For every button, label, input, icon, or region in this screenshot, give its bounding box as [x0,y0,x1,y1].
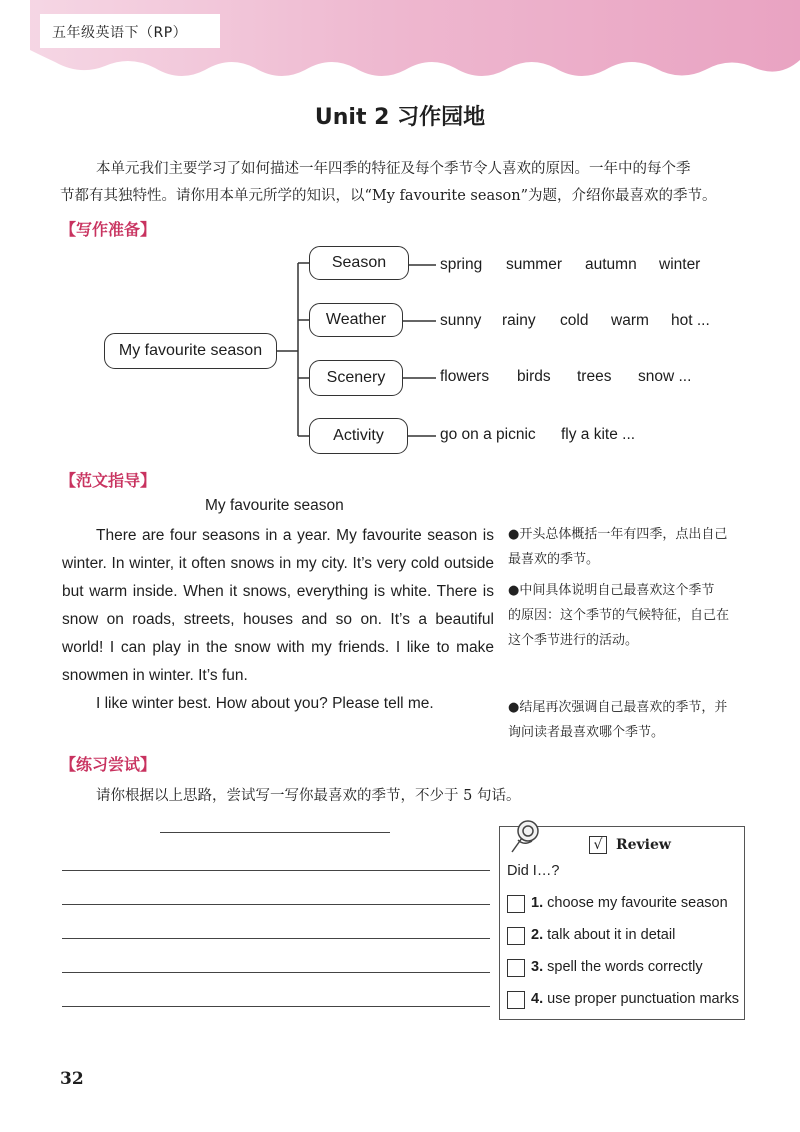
leaf-spring: spring [440,256,483,273]
checklist-checkbox-3[interactable] [507,959,525,977]
mind-map-center: My favourite season [104,333,277,369]
page-title: Unit 2 习作园地 [314,105,486,130]
branch-activity: Activity [309,418,408,454]
mind-map-connectors [0,0,800,480]
note-ending [508,695,760,745]
essay-line: white. There is snow on roads, streets, houses and so on. [62,583,494,628]
checklist-checkbox-2[interactable] [507,927,525,945]
checklist-item-text: use proper punctuation marks [547,991,739,1007]
note-opening [508,522,760,572]
leaf-cold: cold [560,312,589,329]
leaf-winter: winter [659,256,701,273]
writing-line-1[interactable] [62,870,490,871]
note-line: 最喜欢的季节。 [508,552,600,567]
essay-paragraph-2: I like winter best. How about you? Please tell me. [96,695,434,712]
section-heading-guide: 【范文指导】 [60,471,157,490]
note-line: 这个季节进行的活动。 [508,633,639,648]
leaf-summer: summer [506,256,562,273]
leaf-trees: trees [577,368,612,385]
checklist-item-text: talk about it in detail [547,927,676,943]
writing-line-5[interactable] [62,1006,490,1007]
note-line: 询问读者最喜欢哪个季节。 [508,725,665,740]
checklist-checkbox-1[interactable] [507,895,525,913]
leaf-sunny: sunny [440,312,482,329]
pushpin-icon [502,814,548,860]
essay-paragraph-1 [62,522,494,690]
leaf-snow: snow ... [638,368,692,385]
leaf-autumn: autumn [585,256,637,273]
checklist-item-3 [531,959,703,975]
note-line: ●开头总体概括一年有四季，点出自己 [508,527,728,542]
essay-line: It’s a beautiful world! I can play in the snow with my [62,611,494,656]
section-heading-prep: 【写作准备】 [60,220,157,239]
checklist-checkbox-4[interactable] [507,991,525,1009]
review-question: Did I…? [507,863,560,879]
leaf-birds: birds [517,368,551,385]
note-line: 的原因：这个季节的气候特征，自己在 [508,608,730,623]
leaf-fly-a-kite: fly a kite ... [561,426,636,443]
branch-weather: Weather [309,303,403,337]
intro-line-1: 本单元我们主要学习了如何描述一年四季的特征及每个季节令人喜欢的原因。一年中的每个季 [96,161,691,177]
checklist-item-number: 3. [531,959,544,975]
checklist-item-number: 2. [531,927,544,943]
essay-line: friends. I like to make snowmen in winter. It’s fun. [62,639,494,684]
checklist-item-number: 1. [531,895,544,911]
leaf-flowers: flowers [440,368,490,385]
practice-instruction: 请你根据以上思路，尝试写一写你最喜欢的季节，不少于 5 句话。 [96,788,521,804]
writing-line-2[interactable] [62,904,490,905]
sample-essay-title: My favourite season [205,497,344,514]
leaf-rainy: rainy [502,312,536,329]
note-body [508,578,760,653]
leaf-warm: warm [611,312,649,329]
writing-line-4[interactable] [62,972,490,973]
sample-essay [62,522,494,718]
section-heading-practice: 【练习尝试】 [60,755,157,774]
checklist-item-1 [531,895,728,911]
leaf-go-on-a-picnic: go on a picnic [440,426,536,443]
writing-line-3[interactable] [62,938,490,939]
checklist-item-4 [531,991,739,1007]
checklist-item-text: choose my favourite season [547,895,728,911]
note-line: ●中间具体说明自己最喜欢这个季节 [508,583,715,598]
book-header-label: 五年级英语下（RP） [52,25,188,41]
page-number: 32 [60,1069,84,1089]
intro-line-2: 节都有其独特性。请你用本单元所学的知识，以“My favourite season”为题，介绍你最喜欢的季节。 [60,188,717,204]
writing-title-line[interactable] [160,832,390,833]
essay-line: outside but warm inside. When it snows, everything is [62,555,494,600]
review-title: Review [616,837,671,853]
essay-line: There are four seasons in a year. My favourite season is [96,527,494,544]
review-check-icon: √ [589,836,607,854]
note-line: ●结尾再次强调自己最喜欢的季节，并 [508,700,728,715]
leaf-hot: hot ... [671,312,710,329]
essay-line: winter. In winter, it often snows in my city. It’s very cold [62,555,440,572]
checklist-item-text: spell the words correctly [547,959,703,975]
checklist-item-number: 4. [531,991,544,1007]
branch-scenery: Scenery [309,360,403,396]
checklist-item-2 [531,927,675,943]
branch-season: Season [309,246,409,280]
